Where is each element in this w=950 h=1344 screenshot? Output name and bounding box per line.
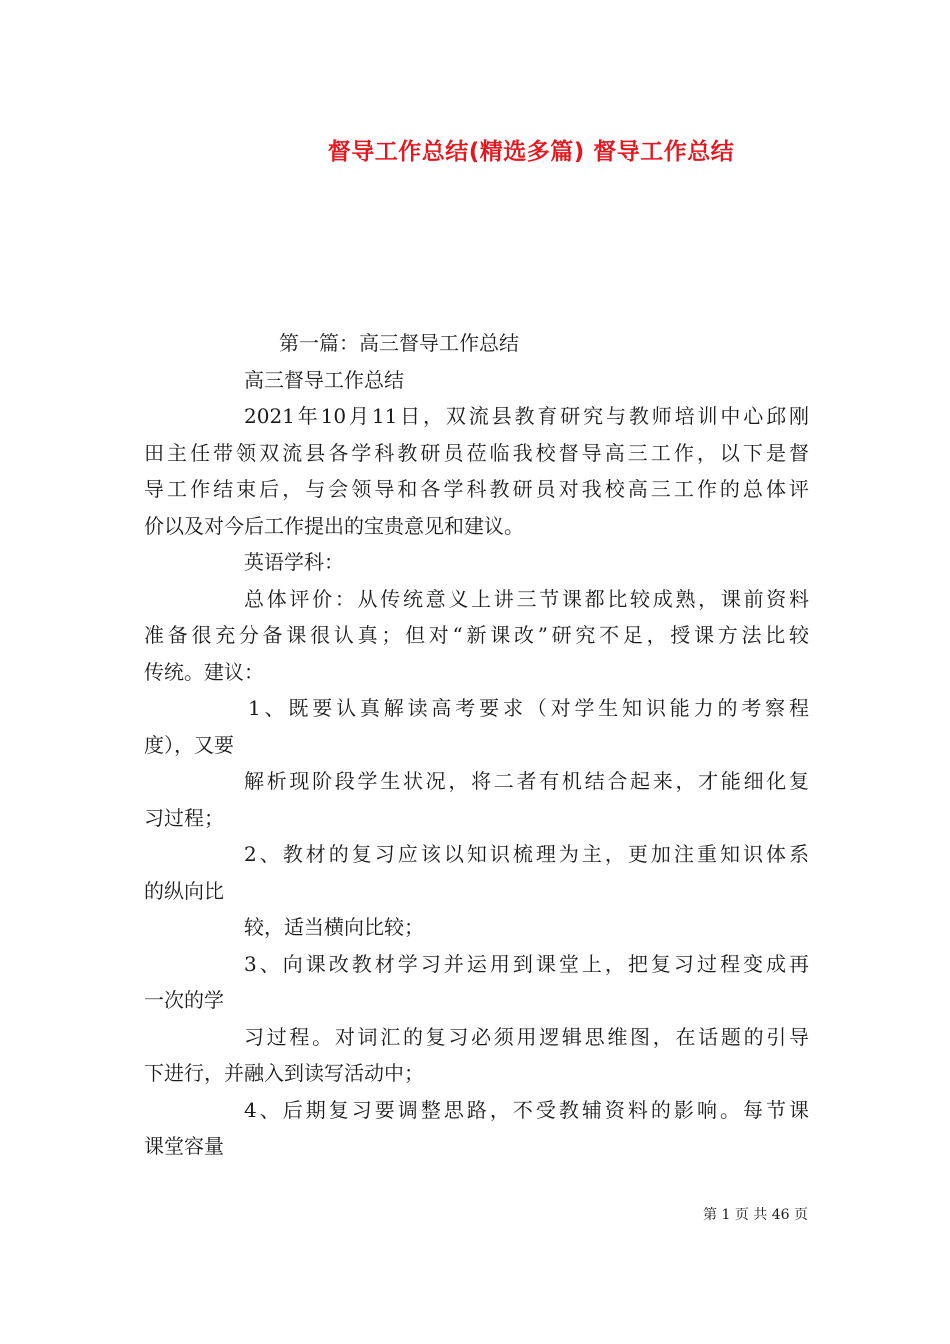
subheading: 高三督导工作总结 bbox=[244, 367, 404, 392]
page-number: 第 1 页 共 46 页 bbox=[703, 1207, 808, 1223]
list-item-line: 一次的学 bbox=[144, 988, 224, 1012]
list-item-line: 下进行，并融入到读写活动中； bbox=[144, 1061, 424, 1085]
section-heading: 第一篇：高三督导工作总结 bbox=[279, 331, 519, 355]
list-item-line: 4、后期复习要调整思路，不受教辅资料的影响。每节课 bbox=[244, 1097, 809, 1122]
subject-heading: 英语学科： bbox=[244, 550, 344, 574]
list-item-line: 较，适当横向比较； bbox=[244, 915, 424, 939]
paragraph-line: 传统。建议： bbox=[144, 659, 264, 684]
paragraph-line: 导工作结束后，与会领导和各学科教研员对我校高三工作的总体评 bbox=[144, 477, 809, 501]
page-title: 督导工作总结(精选多篇) 督导工作总结 bbox=[327, 139, 735, 165]
document-body bbox=[144, 325, 809, 1165]
paragraph-line: 价以及对今后工作提出的宝贵意见和建议。 bbox=[144, 513, 524, 538]
paragraph-line: 准备很充分备课很认真；但对“新课改”研究不足，授课方法比较 bbox=[144, 623, 809, 647]
list-item-line: 解析现阶段学生状况，将二者有机结合起来，才能细化复 bbox=[244, 769, 809, 793]
list-item-line: 习过程； bbox=[144, 805, 224, 830]
list-item-line: 习过程。对词汇的复习必须用逻辑思维图，在话题的引导 bbox=[244, 1024, 809, 1049]
paragraph-line: 2021年10月11日，双流县教育研究与教师培训中心邱刚 bbox=[244, 404, 809, 428]
paragraph-line: 总体评价：从传统意义上讲三节课都比较成熟，课前资料 bbox=[244, 586, 809, 611]
list-item-line: 课堂容量 bbox=[144, 1134, 224, 1158]
list-item-line: 3、向课改教材学习并运用到课堂上，把复习过程变成再 bbox=[244, 951, 809, 976]
list-item-line: 的纵向比 bbox=[144, 878, 224, 903]
list-item-line: 度），又要 bbox=[144, 732, 234, 757]
list-item-line: 1、既要认真解读高考要求（对学生知识能力的考察程 bbox=[248, 696, 809, 720]
paragraph-line: 田主任带领双流县各学科教研员莅临我校督导高三工作，以下是督 bbox=[144, 440, 809, 465]
list-item-line: 2、教材的复习应该以知识梳理为主，更加注重知识体系 bbox=[244, 842, 809, 866]
